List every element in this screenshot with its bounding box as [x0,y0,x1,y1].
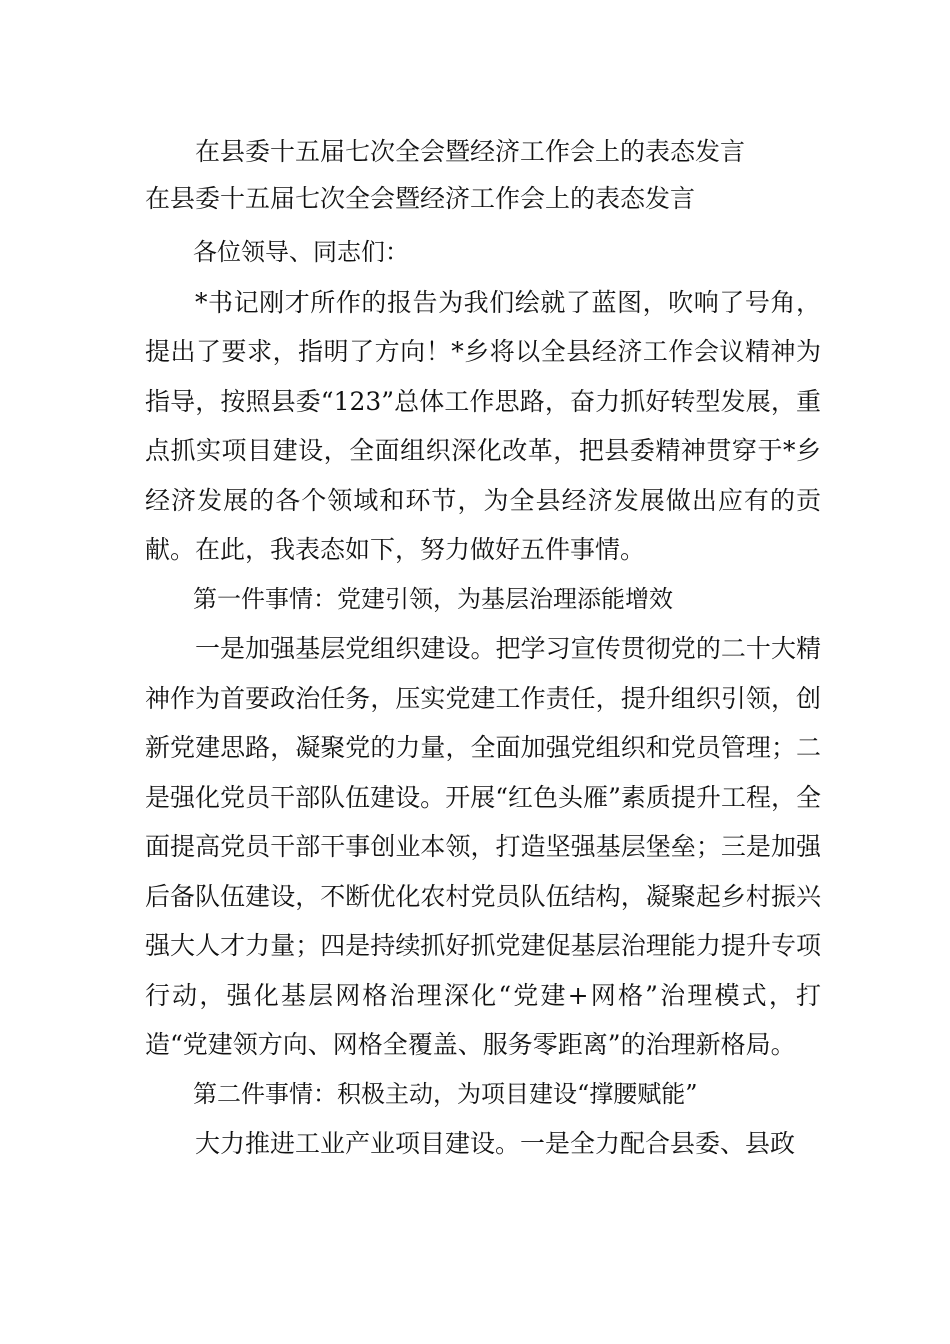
document-body [145,228,821,1169]
section-one-paragraph: 一是加强基层党组织建设。把学习宣传贯彻党的二十大精神作为首要政治任务，压实党建工作责任，提升组织引领，创新党建思路，凝聚党的力量，全面加强党组织和党员管理；二是强化党员干部队伍建设。开展“红色头雁”素质提升工程，全面提高党员干部干事创业本领，打造坚强基层堡垒；三是加强后备队伍建设，不断优化农村党员队伍结构，凝聚起乡村振兴强大人才力量；四是持续抓好抓党建促基层治理能力提升专项行动，强化基层网格治理深化“党建+网格”治理模式，打造“党建领方向、网格全覆盖、服务零距离”的治理新格局。 [145,634,821,1059]
section-heading-one: 第一件事情：党建引领，为基层治理添能增效 [193,584,673,613]
salutation-paragraph: 各位领导、同志们： [193,238,409,266]
intro-paragraph: *书记刚才所作的报告为我们绘就了蓝图，吹响了号角，提出了要求，指明了方向！*乡将以全县经济工作会议精神为指导，按照县委“123”总体工作思路，奋力抓好转型发展，重点抓实项目建设，全面组织深化改革，把县委精神贯穿于*乡经济发展的各个领域和环节，为全县经济发展做出应有的贡献。在此，我表态如下，努力做好五件事情。 [145,287,821,564]
document-subtitle: 在县委十五届七次全会暨经济工作会上的表态发言 [145,184,696,213]
section-heading-two: 第二件事情：积极主动，为项目建设“撑腰赋能” [193,1079,698,1108]
section-two-paragraph: 大力推进工业产业项目建设。一是全力配合县委、县政 [195,1129,796,1158]
document-title: 在县委十五届七次全会暨经济工作会上的表态发言 [195,137,746,166]
